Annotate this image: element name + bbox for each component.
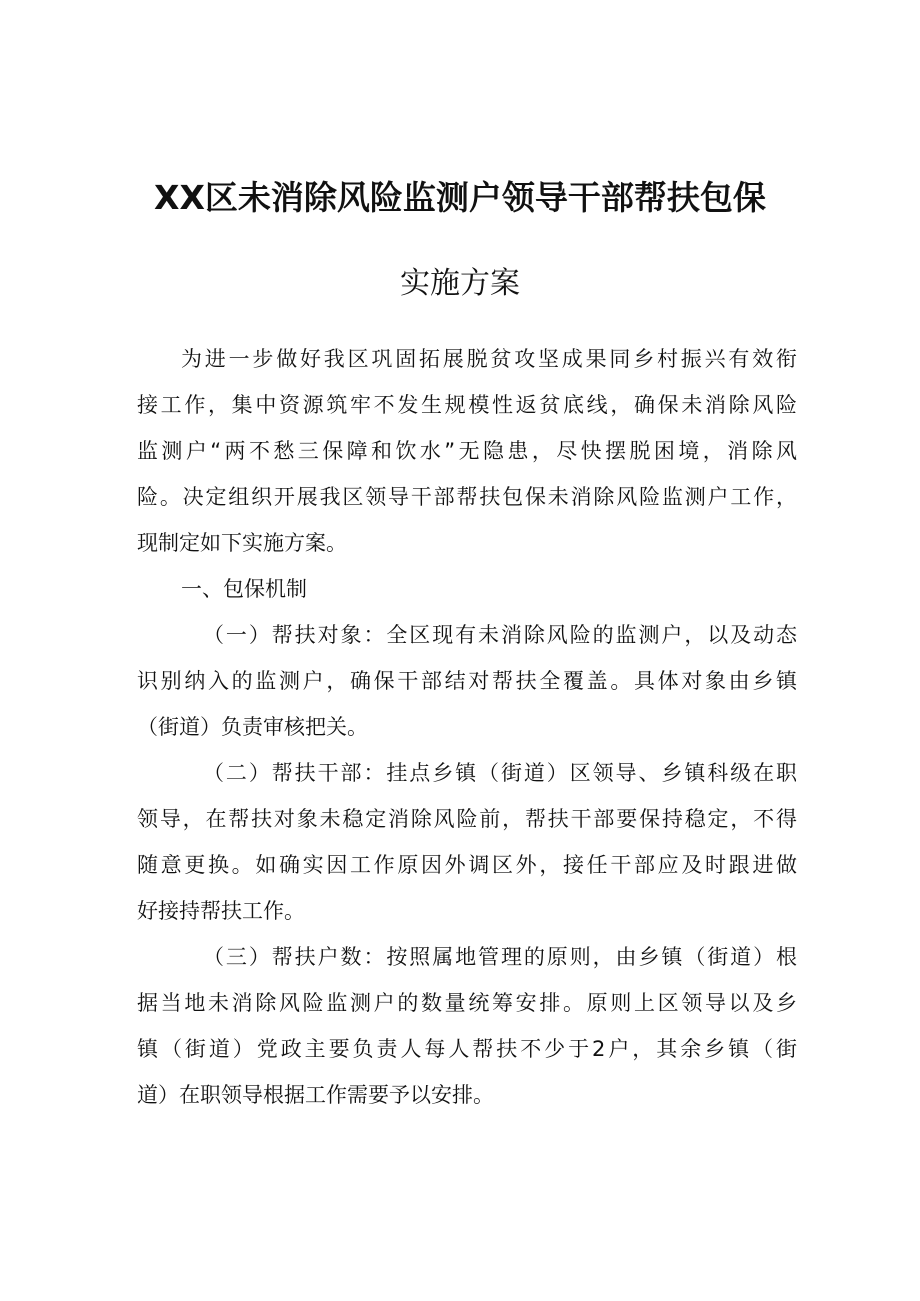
paragraph-line: 识别纳入的监测户，确保干部结对帮扶全覆盖。具体对象由乡镇 (137, 669, 797, 693)
paragraph-line: （街道）负责审核把关。 (137, 715, 368, 739)
paragraph-line: 镇（街道）党政主要负责人每人帮扶不少于2户，其余乡镇（街 (137, 1037, 797, 1061)
section-heading-text: 一、包保机制 (181, 577, 307, 601)
paragraph-line: 监测户“两不愁三保障和饮水”无隐患，尽快摆脱困境，消除风 (137, 439, 797, 463)
paragraph-line: 据当地未消除风险监测户的数量统筹安排。原则上区领导以及乡 (137, 991, 797, 1015)
section-heading (137, 566, 797, 612)
paragraph-line: 接工作，集中资源筑牢不发生规模性返贫底线，确保未消除风险 (137, 393, 797, 417)
paragraph-line: 现制定如下实施方案。 (137, 531, 347, 555)
paragraph-line: 险。决定组织开展我区领导干部帮扶包保未消除风险监测户工作， (137, 485, 797, 509)
paragraph-line: 随意更换。如确实因工作原因外调区外，接任干部应及时跟进做 (137, 853, 797, 877)
paragraph-item-1 (137, 612, 797, 750)
paragraph-line: （三）帮扶户数：按照属地管理的原则，由乡镇（街道）根 (203, 945, 797, 969)
paragraph-intro (137, 336, 797, 566)
paragraph-line: （一）帮扶对象：全区现有未消除风险的监测户，以及动态 (203, 623, 797, 647)
document-title-line-1: XX区未消除风险监测户领导干部帮扶包保 (154, 178, 766, 217)
paragraph-item-3 (137, 934, 797, 1118)
paragraph-line: 领导，在帮扶对象未稳定消除风险前，帮扶干部要保持稳定，不得 (137, 807, 797, 831)
paragraph-line: 好接持帮扶工作。 (137, 899, 305, 923)
paragraph-line: （二）帮扶干部：挂点乡镇（街道）区领导、乡镇科级在职 (203, 761, 797, 785)
paragraph-line: 道）在职领导根据工作需要予以安排。 (137, 1083, 494, 1107)
document-body (137, 336, 797, 1118)
paragraph-line: 为进一步做好我区巩固拓展脱贫攻坚成果同乡村振兴有效衔 (181, 347, 797, 371)
paragraph-item-2 (137, 750, 797, 934)
document-title-line-2: 实施方案 (400, 266, 520, 301)
